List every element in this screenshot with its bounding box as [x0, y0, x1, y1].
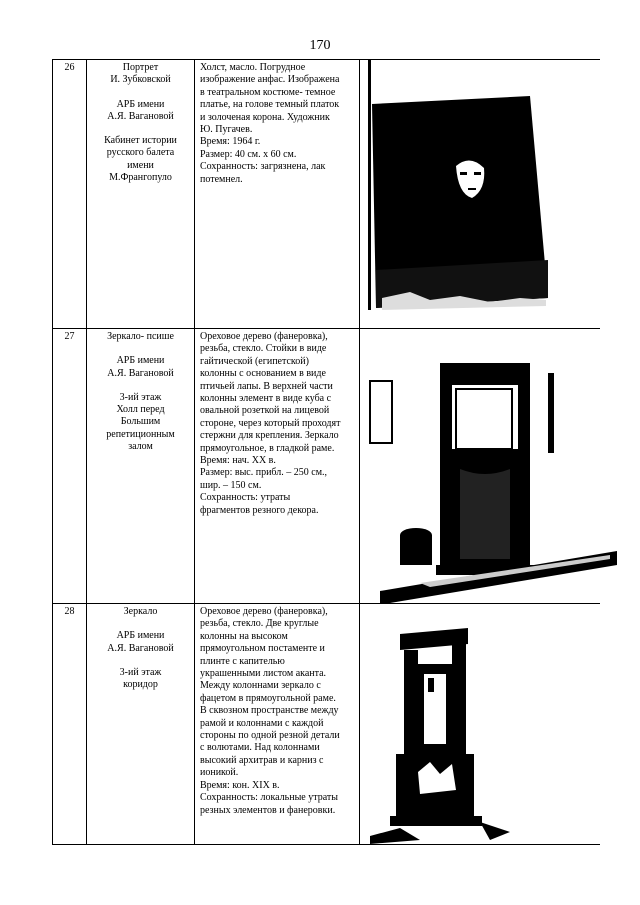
desc-line: плинте с капителью [200, 655, 285, 667]
institution-line: А.Я. Вагановой [107, 367, 174, 379]
location-line: коридор [123, 679, 158, 691]
item-title [90, 331, 191, 343]
desc-line: украшенными листом аканта. [200, 668, 327, 680]
item-institution [90, 355, 191, 380]
desc-line: и золоченая корона. Художник [200, 111, 330, 123]
location-line: 3-ий этаж [119, 666, 162, 678]
desc-line: Время: 1964 г. [200, 136, 261, 148]
desc-line: стороны по одной резной детали [200, 730, 340, 742]
institution-line: АРБ имени [116, 98, 165, 110]
desc-line: гайтической (египетской) [200, 355, 309, 367]
desc-line: птичьей лапы. В верхней части [200, 380, 333, 392]
desc-line: резьба, стекло. Стойки в виде [200, 343, 327, 355]
desc-line: резьба, стекло. Две круглые [200, 618, 319, 630]
item-description [195, 329, 360, 604]
item-number: 28 [53, 604, 87, 845]
desc-line: платье, на голове темный платок [200, 99, 340, 111]
location-line: 3-ий этаж [119, 391, 162, 403]
desc-line: с волютами. Над колоннами [200, 742, 320, 754]
desc-line: Размер: 40 см. х 60 см. [200, 148, 297, 160]
desc-line: фрагментов резного декора. [200, 504, 319, 516]
desc-line: Сохранность: утраты [200, 492, 291, 504]
desc-line: шир. – 150 см. [200, 479, 262, 491]
item-number: 26 [53, 60, 87, 329]
desc-line: колонны на высоком [200, 630, 288, 642]
desc-line: потемнел. [200, 173, 243, 185]
desc-line: изображение анфас. Изображена [200, 74, 340, 86]
desc-line: Между колоннами зеркало с [200, 680, 321, 692]
desc-line: высокий архитрав и карниз с [200, 754, 324, 766]
institution-line: АРБ имени [116, 355, 165, 367]
location-line: Холл перед [116, 404, 165, 416]
desc-line: в театральном костюме- темное [200, 86, 336, 98]
table-row [53, 60, 600, 329]
item-number: 27 [53, 329, 87, 604]
item-title [90, 606, 191, 618]
desc-line: Ореховое дерево (фанеровка), [200, 331, 328, 342]
desc-line: Время: нач. XX в. [200, 455, 276, 467]
item-name-cell [87, 329, 195, 604]
desc-line: прямоугольное, в гладкой раме. [200, 442, 335, 454]
item-title [90, 62, 191, 87]
inventory-table [52, 59, 600, 845]
desc-line: фацетом в прямоугольной раме. [200, 692, 336, 704]
desc-line: резных элементов и фанеровки. [200, 804, 336, 816]
location-line: М.Франгопуло [109, 172, 172, 184]
institution-line: А.Я. Вагановой [107, 110, 174, 122]
desc-line: Ореховое дерево (фанеровка), [200, 606, 328, 617]
item-name-cell [87, 604, 195, 845]
table-row [53, 329, 600, 604]
location-line: имени [127, 159, 154, 171]
desc-line: Сохранность: локальные утраты [200, 792, 339, 804]
institution-line: А.Я. Вагановой [107, 642, 174, 654]
item-location [90, 392, 191, 453]
desc-line: В сквозном пространстве между [200, 705, 339, 717]
desc-line: колонны с основанием в виде [200, 368, 326, 380]
location-line: Большим [120, 416, 161, 428]
location-line: залом [128, 441, 153, 453]
location-line: репетиционным [106, 428, 175, 440]
desc-line: ионикой. [200, 767, 239, 779]
item-institution [90, 99, 191, 124]
desc-line: прямоугольном постаменте и [200, 643, 325, 655]
item-description [195, 604, 360, 845]
page-number: 170 [309, 38, 331, 53]
item-photo-cell [360, 60, 600, 329]
title-line: Зеркало- псише [107, 331, 174, 342]
institution-line: АРБ имени [116, 630, 165, 642]
item-description [195, 60, 360, 329]
desc-line: рамой и колоннами с каждой [200, 717, 324, 729]
location-line: русского балета [106, 147, 175, 159]
desc-line: Ю. Пугачев. [200, 124, 253, 136]
table-row [53, 604, 600, 845]
item-photo-cell [360, 329, 600, 604]
desc-line: Время: кон. XIX в. [200, 779, 280, 791]
title-line: Портрет [122, 62, 159, 73]
portrait-painting-photo [360, 60, 599, 328]
desc-line: Холст, масло. Погрудное [200, 62, 306, 73]
title-line: Зеркало [123, 606, 158, 617]
desc-line: Размер: выс. прибл. – 250 см., [200, 467, 328, 479]
desc-line: стержни для крепления. Зеркало [200, 430, 339, 442]
column-mirror-photo [360, 604, 599, 844]
item-name-cell [87, 60, 195, 329]
desc-line: Сохранность: загрязнена, лак [200, 161, 326, 173]
desc-line: колонны элемент в виде куба с [200, 393, 332, 405]
item-location [90, 135, 191, 184]
item-institution [90, 630, 191, 655]
desc-line: стороне, через который проходят [200, 417, 341, 429]
psyche-mirror-photo [360, 329, 599, 603]
desc-line: овальной розеткой на лицевой [200, 405, 330, 417]
title-line: И. Зубковской [110, 74, 171, 86]
item-location [90, 667, 191, 692]
location-line: Кабинет истории [104, 135, 177, 147]
item-photo-cell [360, 604, 600, 845]
